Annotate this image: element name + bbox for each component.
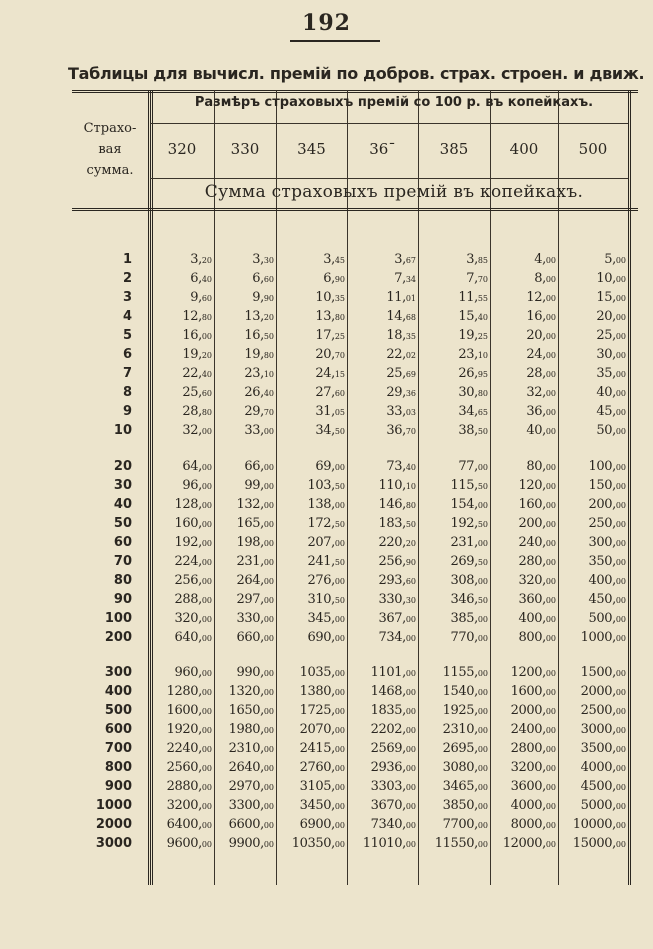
premium-cell: 1980,00 [228,722,274,737]
premium-cell: 25,00 [596,328,626,343]
premium-cell: 5,00 [604,252,626,267]
premium-cell: 2070,00 [299,722,345,737]
premium-cell: 4000,00 [510,798,556,813]
premium-cell: 33,03 [386,404,416,419]
premium-cell: 192,50 [450,516,488,531]
insured-sum-cell: 30 [113,478,132,493]
header-rule [150,178,628,179]
header-rate: 400 [509,140,539,158]
premium-cell: 20,00 [526,328,556,343]
premium-cell: 660,00 [236,630,274,645]
premium-cell: 330,30 [378,592,416,607]
premium-cell: 69,00 [315,459,345,474]
premium-cell: 2880,00 [166,779,212,794]
premium-cell: 96,00 [182,478,212,493]
premium-cell: 10,00 [596,271,626,286]
premium-cell: 1320,00 [228,684,274,699]
premium-cell: 2310,00 [442,722,488,737]
premium-cell: 26,40 [244,385,274,400]
premium-cell: 6,90 [323,271,345,286]
premium-cell: 2800,00 [510,741,556,756]
premium-cell: 367,00 [378,611,416,626]
premium-cell: 500,00 [588,611,626,626]
premium-cell: 960,00 [174,665,212,680]
premium-cell: 2202,00 [370,722,416,737]
table-row [0,514,653,533]
header-rate: 320 [167,140,197,158]
premium-cell: 297,00 [236,592,274,607]
header-sums-caption: Сумма страховыхъ премій въ копейкахъ. [204,182,584,202]
table-title: Таблицы для вычисл. премій по добров. страх. строен. и движ. [68,64,645,83]
insured-sum-cell: 4 [122,309,132,324]
premium-cell: 2560,00 [166,760,212,775]
premium-cell: 40,00 [526,423,556,438]
premium-cell: 6,60 [252,271,274,286]
premium-cell: 1725,00 [299,703,345,718]
premium-cell: 9900,00 [228,836,274,851]
premium-cell: 1920,00 [166,722,212,737]
premium-cell: 6900,00 [299,817,345,832]
premium-cell: 31,05 [315,404,345,419]
premium-cell: 990,00 [236,665,274,680]
premium-cell: 320,00 [174,611,212,626]
insured-sum-cell: 1000 [95,798,132,813]
premium-cell: 160,00 [174,516,212,531]
header-rate: 345 [297,140,326,158]
premium-cell: 77,00 [458,459,488,474]
insured-sum-cell: 60 [113,535,132,550]
premium-cell: 3465,00 [442,779,488,794]
premium-cell: 770,00 [450,630,488,645]
premium-cell: 6600,00 [228,817,274,832]
insured-sum-cell: 80 [113,573,132,588]
premium-cell: 3,20 [190,252,212,267]
premium-cell: 280,00 [518,554,556,569]
premium-cell: 172,50 [307,516,345,531]
header-rate: 36ˉ [369,140,396,158]
table-row [0,269,653,288]
insured-sum-cell: 700 [104,741,132,756]
premium-cell: 73,40 [386,459,416,474]
premium-cell: 8,00 [534,271,556,286]
insured-sum-cell: 40 [113,497,132,512]
premium-cell: 330,00 [236,611,274,626]
premium-cell: 45,00 [596,404,626,419]
premium-cell: 16,00 [526,309,556,324]
insured-sum-cell: 5 [122,328,132,343]
insured-sum-cell: 8 [122,385,132,400]
premium-cell: 2569,00 [370,741,416,756]
premium-cell: 1155,00 [442,665,488,680]
insured-sum-cell: 7 [122,366,132,381]
premium-cell: 26,95 [458,366,488,381]
premium-cell: 10000,00 [572,817,626,832]
premium-cell: 29,70 [244,404,274,419]
premium-cell: 2415,00 [299,741,345,756]
table-row [0,495,653,514]
premium-cell: 2936,00 [370,760,416,775]
premium-cell: 22,02 [386,347,416,362]
premium-cell: 23,10 [458,347,488,362]
insured-sum-cell: 9 [122,404,132,419]
premium-cell: 7340,00 [370,817,416,832]
premium-cell: 36,70 [386,423,416,438]
premium-cell: 7,34 [394,271,416,286]
premium-cell: 110,10 [378,478,416,493]
insured-sum-cell: 1 [122,252,132,267]
premium-cell: 1101,00 [370,665,416,680]
premium-cell: 165,00 [236,516,274,531]
table-row [0,476,653,495]
table-row [0,834,653,853]
insured-sum-cell: 90 [113,592,132,607]
premium-cell: 300,00 [588,535,626,550]
premium-cell: 1925,00 [442,703,488,718]
table-row [0,288,653,307]
premium-cell: 9,60 [190,290,212,305]
premium-cell: 34,50 [315,423,345,438]
premium-cell: 400,00 [588,573,626,588]
premium-cell: 32,00 [182,423,212,438]
premium-cell: 4000,00 [580,760,626,775]
premium-cell: 224,00 [174,554,212,569]
premium-cell: 6,40 [190,271,212,286]
premium-cell: 2695,00 [442,741,488,756]
table-row [0,720,653,739]
premium-cell: 310,50 [307,592,345,607]
premium-cell: 5000,00 [580,798,626,813]
table-row [0,326,653,345]
premium-cell: 12000,00 [502,836,556,851]
premium-cell: 2640,00 [228,760,274,775]
premium-cell: 345,00 [307,611,345,626]
insured-sum-cell: 600 [104,722,132,737]
header-rule [150,123,628,124]
table-row [0,383,653,402]
premium-cell: 34,65 [458,404,488,419]
insured-sum-cell: 3000 [95,836,132,851]
table-row [0,345,653,364]
premium-cell: 66,00 [244,459,274,474]
premium-cell: 99,00 [244,478,274,493]
premium-cell: 13,80 [315,309,345,324]
premium-cell: 120,00 [518,478,556,493]
premium-cell: 11,55 [458,290,488,305]
table-row [0,815,653,834]
premium-cell: 25,60 [182,385,212,400]
premium-cell: 115,50 [450,478,488,493]
insured-sum-cell: 400 [104,684,132,699]
header-rate: 330 [230,140,260,158]
header-sum-label [72,118,148,181]
premium-cell: 3850,00 [442,798,488,813]
header-sum-label-line: сумма. [86,163,134,178]
premium-cell: 3,67 [394,252,416,267]
table-row [0,307,653,326]
premium-cell: 38,50 [458,423,488,438]
premium-cell: 256,00 [174,573,212,588]
premium-cell: 2760,00 [299,760,345,775]
table-row [0,421,653,440]
premium-cell: 3500,00 [580,741,626,756]
premium-cell: 2000,00 [580,684,626,699]
premium-cell: 3,85 [466,252,488,267]
premium-cell: 11,01 [386,290,416,305]
premium-cell: 12,80 [182,309,212,324]
premium-cell: 250,00 [588,516,626,531]
table-row [0,250,653,269]
insured-sum-cell: 300 [104,665,132,680]
premium-cell: 800,00 [518,630,556,645]
insured-sum-cell: 50 [113,516,132,531]
premium-cell: 8000,00 [510,817,556,832]
header-sum-label-line: Страхо- [83,121,137,136]
premium-cell: 15,40 [458,309,488,324]
premium-cell: 4500,00 [580,779,626,794]
insured-sum-cell: 70 [113,554,132,569]
premium-cell: 3450,00 [299,798,345,813]
premium-cell: 207,00 [307,535,345,550]
premium-cell: 154,00 [450,497,488,512]
table-row [0,777,653,796]
premium-cell: 3670,00 [370,798,416,813]
premium-cell: 734,00 [378,630,416,645]
premium-cell: 1380,00 [299,684,345,699]
header-rule [72,208,638,211]
table-row [0,758,653,777]
premium-cell: 192,00 [174,535,212,550]
premium-cell: 7,70 [466,271,488,286]
premium-cell: 19,80 [244,347,274,362]
premium-cell: 150,00 [588,478,626,493]
premium-cell: 3200,00 [510,760,556,775]
premium-cell: 385,00 [450,611,488,626]
table-row [0,682,653,701]
premium-cell: 293,60 [378,573,416,588]
table-row [0,796,653,815]
premium-cell: 241,50 [307,554,345,569]
premium-cell: 231,00 [450,535,488,550]
premium-cell: 1600,00 [166,703,212,718]
premium-cell: 50,00 [596,423,626,438]
insured-sum-cell: 800 [104,760,132,775]
premium-cell: 3303,00 [370,779,416,794]
premium-cell: 20,00 [596,309,626,324]
premium-cell: 10350,00 [291,836,345,851]
insured-sum-cell: 10 [113,423,132,438]
premium-cell: 27,60 [315,385,345,400]
premium-cell: 200,00 [588,497,626,512]
table-row [0,663,653,682]
premium-cell: 24,15 [315,366,345,381]
premium-cell: 23,10 [244,366,274,381]
premium-cell: 4,00 [534,252,556,267]
premium-cell: 3105,00 [299,779,345,794]
premium-cell: 19,20 [182,347,212,362]
premium-cell: 256,90 [378,554,416,569]
premium-cell: 11550,00 [434,836,488,851]
premium-cell: 20,70 [315,347,345,362]
premium-cell: 3300,00 [228,798,274,813]
premium-cell: 1650,00 [228,703,274,718]
insured-sum-cell: 2000 [95,817,132,832]
premium-cell: 276,00 [307,573,345,588]
premium-cell: 25,69 [386,366,416,381]
premium-cell: 40,00 [596,385,626,400]
insured-sum-cell: 100 [104,611,132,626]
premium-cell: 1500,00 [580,665,626,680]
premium-cell: 690,00 [307,630,345,645]
premium-cell: 3,30 [252,252,274,267]
insured-sum-cell: 3 [122,290,132,305]
premium-cell: 450,00 [588,592,626,607]
premium-cell: 10,35 [315,290,345,305]
premium-cell: 30,00 [596,347,626,362]
premium-cell: 32,00 [526,385,556,400]
insured-sum-cell: 500 [104,703,132,718]
premium-cell: 103,50 [307,478,345,493]
premium-cell: 400,00 [518,611,556,626]
premium-cell: 16,00 [182,328,212,343]
premium-cell: 30,80 [458,385,488,400]
header-rates-caption: Размѣръ страховыхъ премій со 100 р. въ копейкахъ. [194,95,594,110]
premium-cell: 1200,00 [510,665,556,680]
premium-cell: 3600,00 [510,779,556,794]
premium-cell: 9600,00 [166,836,212,851]
table-row [0,402,653,421]
premium-cell: 36,00 [526,404,556,419]
premium-cell: 2400,00 [510,722,556,737]
table-row [0,609,653,628]
premium-cell: 3200,00 [166,798,212,813]
premium-cell: 132,00 [236,497,274,512]
premium-cell: 360,00 [518,592,556,607]
premium-cell: 640,00 [174,630,212,645]
premium-cell: 128,00 [174,497,212,512]
premium-cell: 19,25 [458,328,488,343]
premium-cell: 3000,00 [580,722,626,737]
premium-cell: 6400,00 [166,817,212,832]
premium-cell: 11010,00 [362,836,416,851]
premium-cell: 17,25 [315,328,345,343]
premium-cell: 231,00 [236,554,274,569]
table-row [0,533,653,552]
premium-cell: 15,00 [596,290,626,305]
premium-cell: 2000,00 [510,703,556,718]
premium-cell: 22,40 [182,366,212,381]
premium-cell: 1540,00 [442,684,488,699]
premium-cell: 240,00 [518,535,556,550]
header-rate: 500 [578,140,608,158]
table-row [0,701,653,720]
premium-cell: 14,68 [386,309,416,324]
premium-cell: 15000,00 [572,836,626,851]
premium-cell: 308,00 [450,573,488,588]
premium-cell: 35,00 [596,366,626,381]
premium-cell: 269,50 [450,554,488,569]
table-row [0,552,653,571]
table-row [0,571,653,590]
premium-cell: 28,80 [182,404,212,419]
premium-cell: 1600,00 [510,684,556,699]
header-rate: 385 [439,140,469,158]
premium-cell: 1280,00 [166,684,212,699]
premium-cell: 220,20 [378,535,416,550]
insured-sum-cell: 900 [104,779,132,794]
premium-cell: 64,00 [182,459,212,474]
insured-sum-cell: 2 [122,271,132,286]
premium-cell: 2970,00 [228,779,274,794]
premium-cell: 3,45 [323,252,345,267]
premium-cell: 12,00 [526,290,556,305]
premium-cell: 28,00 [526,366,556,381]
premium-cell: 3080,00 [442,760,488,775]
premium-cell: 7700,00 [442,817,488,832]
insured-sum-cell: 20 [113,459,132,474]
premium-cell: 18,35 [386,328,416,343]
premium-cell: 9,90 [252,290,274,305]
premium-cell: 138,00 [307,497,345,512]
premium-cell: 146,80 [378,497,416,512]
table-row [0,590,653,609]
table-row [0,628,653,647]
premium-cell: 200,00 [518,516,556,531]
premium-cell: 1468,00 [370,684,416,699]
premium-cell: 2240,00 [166,741,212,756]
page-number-rule [290,40,380,42]
premium-cell: 264,00 [236,573,274,588]
insured-sum-cell: 6 [122,347,132,362]
premium-cell: 320,00 [518,573,556,588]
premium-cell: 13,20 [244,309,274,324]
premium-cell: 24,00 [526,347,556,362]
premium-cell: 198,00 [236,535,274,550]
premium-cell: 346,50 [450,592,488,607]
premium-cell: 183,50 [378,516,416,531]
header-sum-label-line: вая [98,142,122,157]
premium-cell: 1000,00 [580,630,626,645]
page-number: 192 [302,10,351,36]
premium-cell: 1835,00 [370,703,416,718]
premium-cell: 80,00 [526,459,556,474]
premium-cell: 2500,00 [580,703,626,718]
premium-cell: 160,00 [518,497,556,512]
premium-cell: 16,50 [244,328,274,343]
premium-cell: 2310,00 [228,741,274,756]
premium-cell: 33,00 [244,423,274,438]
insured-sum-cell: 200 [104,630,132,645]
premium-cell: 29,36 [386,385,416,400]
premium-cell: 100,00 [588,459,626,474]
table-row [0,739,653,758]
premium-cell: 350,00 [588,554,626,569]
table-row [0,457,653,476]
premium-cell: 1035,00 [299,665,345,680]
table-row [0,364,653,383]
premium-cell: 288,00 [174,592,212,607]
